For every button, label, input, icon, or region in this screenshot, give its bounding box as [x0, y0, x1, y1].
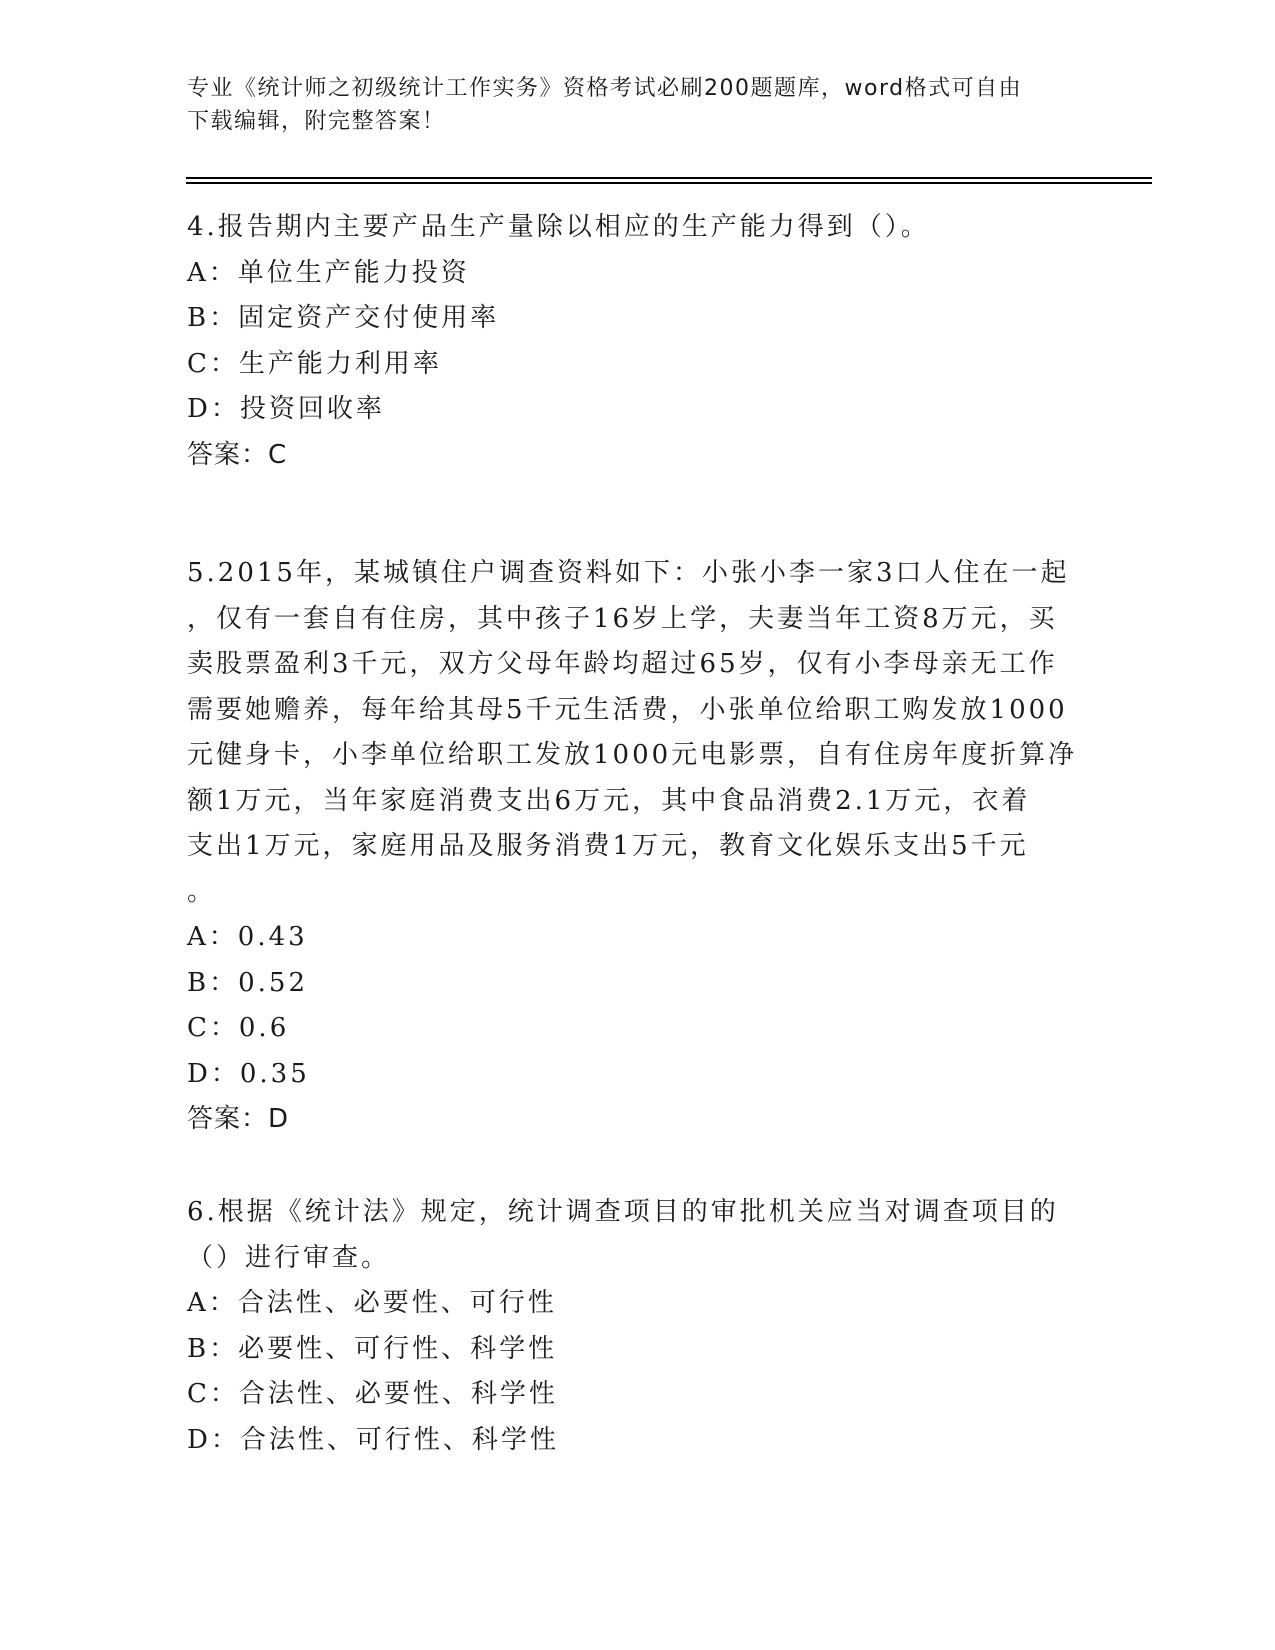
question-stem: [187, 205, 1087, 251]
option-a: A：合法性、必要性、可行性: [187, 1288, 557, 1318]
header-divider: [186, 177, 1152, 179]
stem-line: 支出1万元，家庭用品及服务消费1万元，教育文化娱乐支出5千元: [187, 831, 1029, 861]
stem-line: ，仅有一套自有住房，其中孩子16岁上学，夫妻当年工资8万元，买: [187, 603, 1058, 634]
option-d: D：0.35: [187, 1058, 310, 1089]
option-c: C：合法性、必要性、科学性: [187, 1379, 558, 1409]
answer-line: 答案：C: [187, 439, 288, 470]
stem-line: 需要她赡养，每年给其母5千元生活费，小张单位给职工购发放1000: [187, 694, 1068, 725]
option-a: A：0.43: [187, 922, 308, 952]
question-block: [187, 205, 1087, 478]
stem-line: 元健身卡，小李单位给职工发放1000元电影票，自有住房年度折算净: [187, 740, 1078, 770]
option-b: B：0.52: [187, 967, 308, 998]
question-block: [187, 551, 1087, 1143]
question-stem: [187, 1190, 1087, 1281]
option-d: D：合法性、可行性、科学性: [187, 1424, 559, 1455]
stem-line: 额1万元，当年家庭消费支出6万元，其中食品消费2.1万元，衣着: [187, 785, 1031, 816]
option-d: D：投资回收率: [187, 394, 385, 424]
stem-line: （）进行审查。: [187, 1242, 391, 1273]
header-line: 下载编辑，附完整答案！: [187, 109, 446, 134]
header-line: 专业《统计师之初级统计工作实务》资格考试必刷200题题库，word格式可自由: [187, 76, 1023, 101]
document-header: [187, 72, 1087, 138]
question-block: [187, 1190, 1087, 1463]
question-stem: [187, 551, 1087, 915]
stem-line: 卖股票盈利3千元，双方父母年龄均超过65岁，仅有小李母亲无工作: [187, 649, 1058, 679]
stem-line: 6.根据《统计法》规定，统计调查项目的审批机关应当对调查项目的: [187, 1197, 1059, 1227]
option-c: C：0.6: [187, 1013, 290, 1043]
stem-line: 5.2015年，某城镇住户调查资料如下：小张小李一家3口人住在一起: [187, 558, 1070, 588]
option-c: C：生产能力利用率: [187, 348, 442, 379]
option-a: A：单位生产能力投资: [187, 257, 470, 288]
stem-line: 4.报告期内主要产品生产量除以相应的生产能力得到（）。: [187, 212, 930, 242]
answer-line: 答案：D: [187, 1104, 290, 1134]
stem-line: 。: [187, 876, 217, 907]
option-b: B：必要性、可行性、科学性: [187, 1333, 558, 1364]
option-b: B：固定资产交付使用率: [187, 303, 500, 333]
header-divider: [186, 182, 1152, 184]
